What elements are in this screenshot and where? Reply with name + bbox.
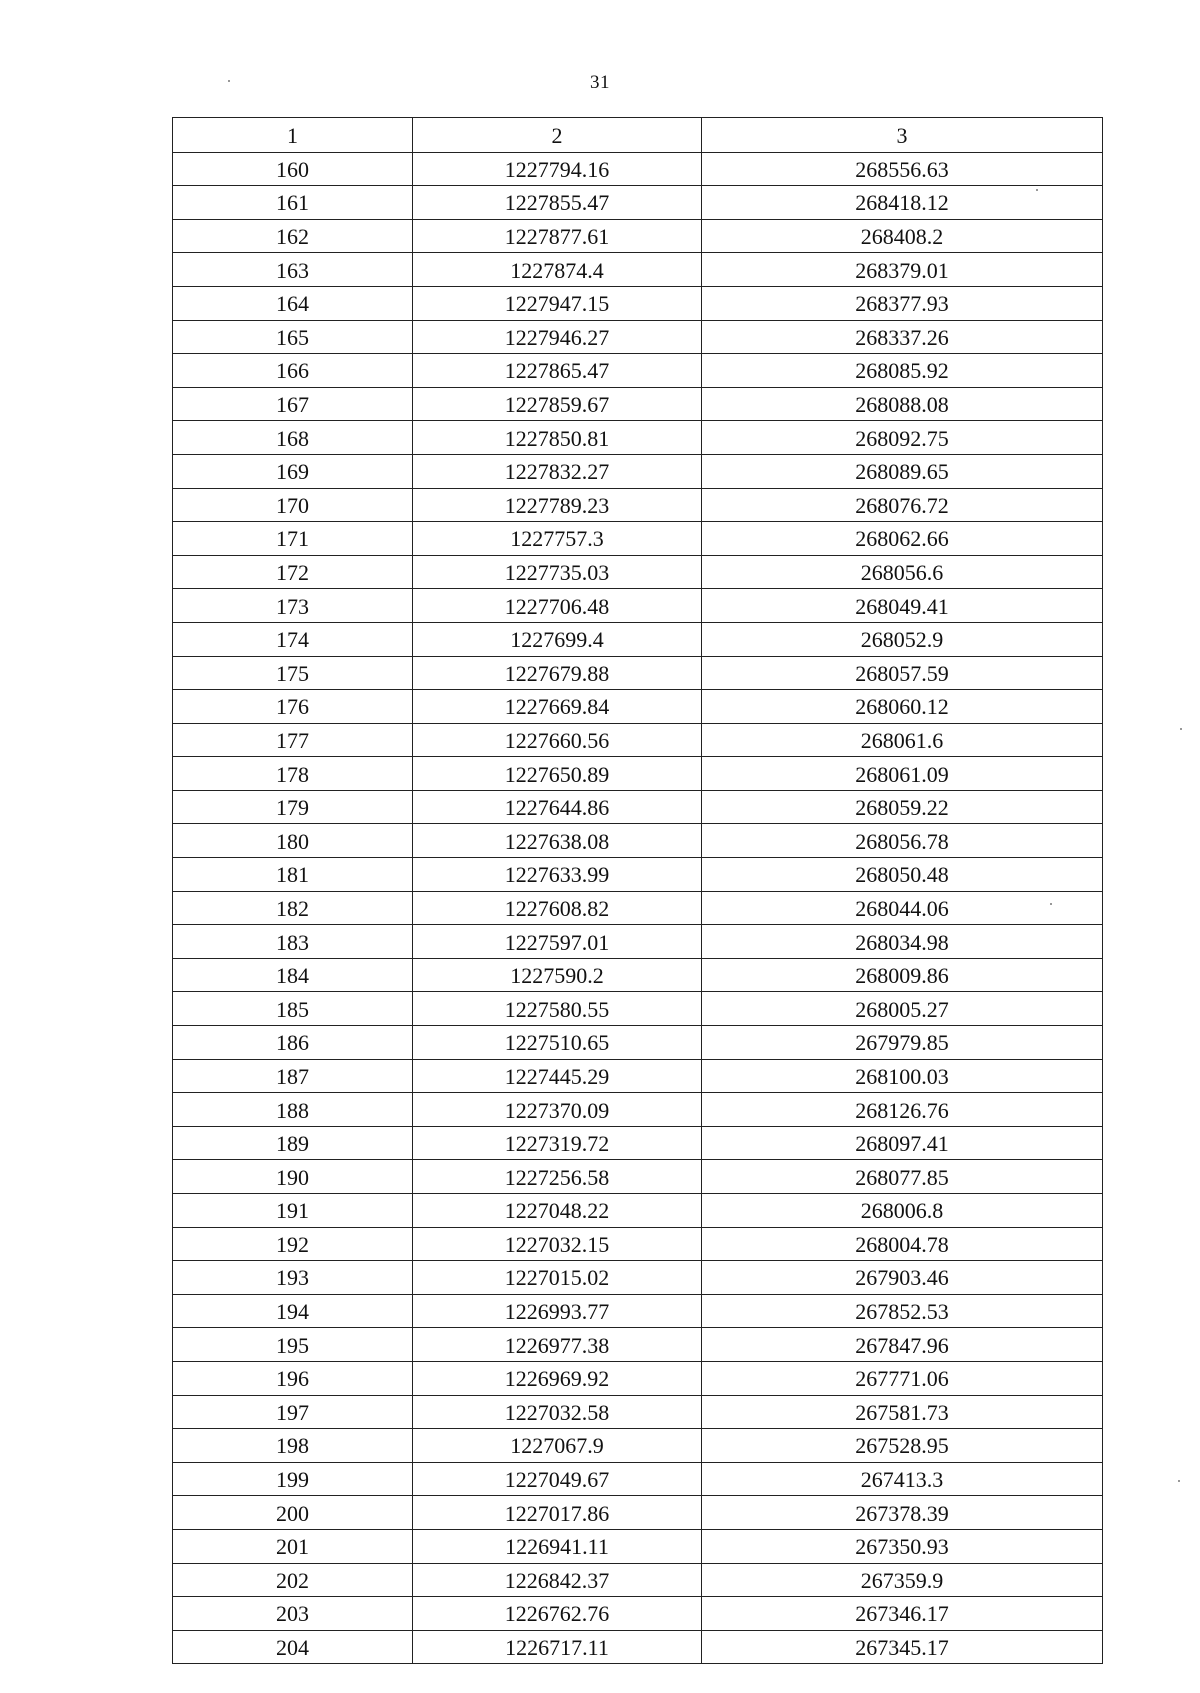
point-number-cell: 202 (173, 1563, 413, 1597)
x-coordinate-cell: 1226977.38 (413, 1328, 702, 1362)
y-coordinate-cell: 267413.3 (702, 1462, 1103, 1496)
y-coordinate-cell: 267847.96 (702, 1328, 1103, 1362)
point-number-cell: 181 (173, 858, 413, 892)
table-row (173, 958, 1103, 992)
y-coordinate-cell: 267581.73 (702, 1395, 1103, 1429)
table-row (173, 1328, 1103, 1362)
y-coordinate-cell: 268057.59 (702, 656, 1103, 690)
y-coordinate-cell: 268089.65 (702, 454, 1103, 488)
y-coordinate-cell: 268034.98 (702, 925, 1103, 959)
x-coordinate-cell: 1226762.76 (413, 1597, 702, 1631)
x-coordinate-cell: 1227946.27 (413, 320, 702, 354)
point-number-cell: 204 (173, 1630, 413, 1664)
y-coordinate-cell: 268088.08 (702, 387, 1103, 421)
table-row (173, 522, 1103, 556)
table-row (173, 1597, 1103, 1631)
x-coordinate-cell: 1227669.84 (413, 690, 702, 724)
table-row (173, 1227, 1103, 1261)
column-header: 1 (173, 118, 413, 153)
x-coordinate-cell: 1227015.02 (413, 1261, 702, 1295)
y-coordinate-cell: 268005.27 (702, 992, 1103, 1026)
point-number-cell: 197 (173, 1395, 413, 1429)
point-number-cell: 187 (173, 1059, 413, 1093)
y-coordinate-cell: 268077.85 (702, 1160, 1103, 1194)
y-coordinate-cell: 267346.17 (702, 1597, 1103, 1631)
point-number-cell: 192 (173, 1227, 413, 1261)
y-coordinate-cell: 268408.2 (702, 219, 1103, 253)
x-coordinate-cell: 1227699.4 (413, 622, 702, 656)
table-row (173, 286, 1103, 320)
y-coordinate-cell: 268050.48 (702, 858, 1103, 892)
x-coordinate-cell: 1226842.37 (413, 1563, 702, 1597)
y-coordinate-cell: 268044.06 (702, 891, 1103, 925)
scan-speck (1178, 1480, 1180, 1482)
point-number-cell: 177 (173, 723, 413, 757)
y-coordinate-cell: 268337.26 (702, 320, 1103, 354)
x-coordinate-cell: 1227706.48 (413, 589, 702, 623)
x-coordinate-cell: 1227256.58 (413, 1160, 702, 1194)
y-coordinate-cell: 268100.03 (702, 1059, 1103, 1093)
x-coordinate-cell: 1227947.15 (413, 286, 702, 320)
y-coordinate-cell: 267852.53 (702, 1294, 1103, 1328)
scan-speck (1050, 903, 1052, 905)
table-row (173, 387, 1103, 421)
x-coordinate-cell: 1227032.58 (413, 1395, 702, 1429)
x-coordinate-cell: 1227644.86 (413, 790, 702, 824)
table-row (173, 186, 1103, 220)
x-coordinate-cell: 1227859.67 (413, 387, 702, 421)
table-row (173, 858, 1103, 892)
x-coordinate-cell: 1227590.2 (413, 958, 702, 992)
x-coordinate-cell: 1227608.82 (413, 891, 702, 925)
table-row (173, 454, 1103, 488)
point-number-cell: 172 (173, 555, 413, 589)
point-number-cell: 200 (173, 1496, 413, 1530)
x-coordinate-cell: 1227370.09 (413, 1093, 702, 1127)
point-number-cell: 201 (173, 1529, 413, 1563)
y-coordinate-cell: 268085.92 (702, 354, 1103, 388)
y-coordinate-cell: 268377.93 (702, 286, 1103, 320)
x-coordinate-cell: 1227660.56 (413, 723, 702, 757)
x-coordinate-cell: 1227597.01 (413, 925, 702, 959)
point-number-cell: 163 (173, 253, 413, 287)
y-coordinate-cell: 268379.01 (702, 253, 1103, 287)
point-number-cell: 186 (173, 1026, 413, 1060)
table-row (173, 690, 1103, 724)
table-header (173, 118, 1103, 153)
x-coordinate-cell: 1226717.11 (413, 1630, 702, 1664)
header-row (173, 118, 1103, 153)
table-row (173, 488, 1103, 522)
y-coordinate-cell: 268056.6 (702, 555, 1103, 589)
table-row (173, 219, 1103, 253)
point-number-cell: 198 (173, 1429, 413, 1463)
y-coordinate-cell: 268061.09 (702, 757, 1103, 791)
table-row (173, 891, 1103, 925)
table-row (173, 1026, 1103, 1060)
x-coordinate-cell: 1226941.11 (413, 1529, 702, 1563)
x-coordinate-cell: 1227017.86 (413, 1496, 702, 1530)
y-coordinate-cell: 268004.78 (702, 1227, 1103, 1261)
table-row (173, 555, 1103, 589)
point-number-cell: 179 (173, 790, 413, 824)
point-number-cell: 166 (173, 354, 413, 388)
point-number-cell: 199 (173, 1462, 413, 1496)
y-coordinate-cell: 267771.06 (702, 1361, 1103, 1395)
table-row (173, 1462, 1103, 1496)
point-number-cell: 164 (173, 286, 413, 320)
table-row (173, 1429, 1103, 1463)
table-row (173, 1093, 1103, 1127)
y-coordinate-cell: 268049.41 (702, 589, 1103, 623)
point-number-cell: 190 (173, 1160, 413, 1194)
table-row (173, 992, 1103, 1026)
point-number-cell: 193 (173, 1261, 413, 1295)
point-number-cell: 184 (173, 958, 413, 992)
scan-speck (228, 80, 230, 82)
point-number-cell: 183 (173, 925, 413, 959)
point-number-cell: 196 (173, 1361, 413, 1395)
table-row (173, 1630, 1103, 1664)
table-row (173, 656, 1103, 690)
y-coordinate-cell: 268062.66 (702, 522, 1103, 556)
table-row (173, 757, 1103, 791)
y-coordinate-cell: 268059.22 (702, 790, 1103, 824)
point-number-cell: 180 (173, 824, 413, 858)
x-coordinate-cell: 1227794.16 (413, 152, 702, 186)
point-number-cell: 168 (173, 421, 413, 455)
x-coordinate-cell: 1227850.81 (413, 421, 702, 455)
point-number-cell: 191 (173, 1194, 413, 1228)
y-coordinate-cell: 268418.12 (702, 186, 1103, 220)
table-row (173, 1563, 1103, 1597)
x-coordinate-cell: 1227679.88 (413, 656, 702, 690)
point-number-cell: 176 (173, 690, 413, 724)
table-row (173, 354, 1103, 388)
table-row (173, 824, 1103, 858)
y-coordinate-cell: 267903.46 (702, 1261, 1103, 1295)
x-coordinate-cell: 1226993.77 (413, 1294, 702, 1328)
y-coordinate-cell: 268126.76 (702, 1093, 1103, 1127)
x-coordinate-cell: 1227874.4 (413, 253, 702, 287)
column-header: 2 (413, 118, 702, 153)
x-coordinate-cell: 1227048.22 (413, 1194, 702, 1228)
table-row (173, 1395, 1103, 1429)
y-coordinate-cell: 267345.17 (702, 1630, 1103, 1664)
y-coordinate-cell: 267528.95 (702, 1429, 1103, 1463)
table-row (173, 1529, 1103, 1563)
table-row (173, 421, 1103, 455)
table-row (173, 723, 1103, 757)
x-coordinate-cell: 1227032.15 (413, 1227, 702, 1261)
table-row (173, 1361, 1103, 1395)
table-row (173, 1261, 1103, 1295)
point-number-cell: 174 (173, 622, 413, 656)
point-number-cell: 182 (173, 891, 413, 925)
table-row (173, 320, 1103, 354)
x-coordinate-cell: 1227757.3 (413, 522, 702, 556)
point-number-cell: 160 (173, 152, 413, 186)
scan-speck (1180, 728, 1182, 730)
x-coordinate-cell: 1227445.29 (413, 1059, 702, 1093)
x-coordinate-cell: 1226969.92 (413, 1361, 702, 1395)
table-row (173, 1059, 1103, 1093)
y-coordinate-cell: 268056.78 (702, 824, 1103, 858)
x-coordinate-cell: 1227633.99 (413, 858, 702, 892)
x-coordinate-cell: 1227650.89 (413, 757, 702, 791)
x-coordinate-cell: 1227865.47 (413, 354, 702, 388)
y-coordinate-cell: 267378.39 (702, 1496, 1103, 1530)
y-coordinate-cell: 268076.72 (702, 488, 1103, 522)
y-coordinate-cell: 268556.63 (702, 152, 1103, 186)
y-coordinate-cell: 267359.9 (702, 1563, 1103, 1597)
x-coordinate-cell: 1227855.47 (413, 186, 702, 220)
point-number-cell: 178 (173, 757, 413, 791)
point-number-cell: 170 (173, 488, 413, 522)
page-number: 31 (590, 72, 610, 93)
point-number-cell: 195 (173, 1328, 413, 1362)
point-number-cell: 185 (173, 992, 413, 1026)
point-number-cell: 173 (173, 589, 413, 623)
y-coordinate-cell: 267350.93 (702, 1529, 1103, 1563)
y-coordinate-cell: 268097.41 (702, 1126, 1103, 1160)
table-row (173, 925, 1103, 959)
coordinates-table-container (172, 117, 1102, 1664)
x-coordinate-cell: 1227067.9 (413, 1429, 702, 1463)
table-body (173, 152, 1103, 1664)
point-number-cell: 167 (173, 387, 413, 421)
y-coordinate-cell: 268006.8 (702, 1194, 1103, 1228)
x-coordinate-cell: 1227049.67 (413, 1462, 702, 1496)
y-coordinate-cell: 268092.75 (702, 421, 1103, 455)
table-row (173, 790, 1103, 824)
point-number-cell: 203 (173, 1597, 413, 1631)
point-number-cell: 188 (173, 1093, 413, 1127)
x-coordinate-cell: 1227789.23 (413, 488, 702, 522)
table-row (173, 1194, 1103, 1228)
coordinates-table (172, 117, 1103, 1664)
table-row (173, 1160, 1103, 1194)
point-number-cell: 171 (173, 522, 413, 556)
point-number-cell: 194 (173, 1294, 413, 1328)
column-header: 3 (702, 118, 1103, 153)
table-row (173, 253, 1103, 287)
point-number-cell: 162 (173, 219, 413, 253)
point-number-cell: 165 (173, 320, 413, 354)
table-row (173, 1294, 1103, 1328)
x-coordinate-cell: 1227580.55 (413, 992, 702, 1026)
table-row (173, 1496, 1103, 1530)
scan-speck (1036, 189, 1038, 191)
point-number-cell: 161 (173, 186, 413, 220)
point-number-cell: 169 (173, 454, 413, 488)
y-coordinate-cell: 268009.86 (702, 958, 1103, 992)
table-row (173, 589, 1103, 623)
point-number-cell: 189 (173, 1126, 413, 1160)
table-row (173, 622, 1103, 656)
x-coordinate-cell: 1227832.27 (413, 454, 702, 488)
y-coordinate-cell: 268060.12 (702, 690, 1103, 724)
x-coordinate-cell: 1227510.65 (413, 1026, 702, 1060)
x-coordinate-cell: 1227877.61 (413, 219, 702, 253)
x-coordinate-cell: 1227735.03 (413, 555, 702, 589)
x-coordinate-cell: 1227638.08 (413, 824, 702, 858)
y-coordinate-cell: 268061.6 (702, 723, 1103, 757)
y-coordinate-cell: 268052.9 (702, 622, 1103, 656)
point-number-cell: 175 (173, 656, 413, 690)
table-row (173, 1126, 1103, 1160)
y-coordinate-cell: 267979.85 (702, 1026, 1103, 1060)
x-coordinate-cell: 1227319.72 (413, 1126, 702, 1160)
table-row (173, 152, 1103, 186)
